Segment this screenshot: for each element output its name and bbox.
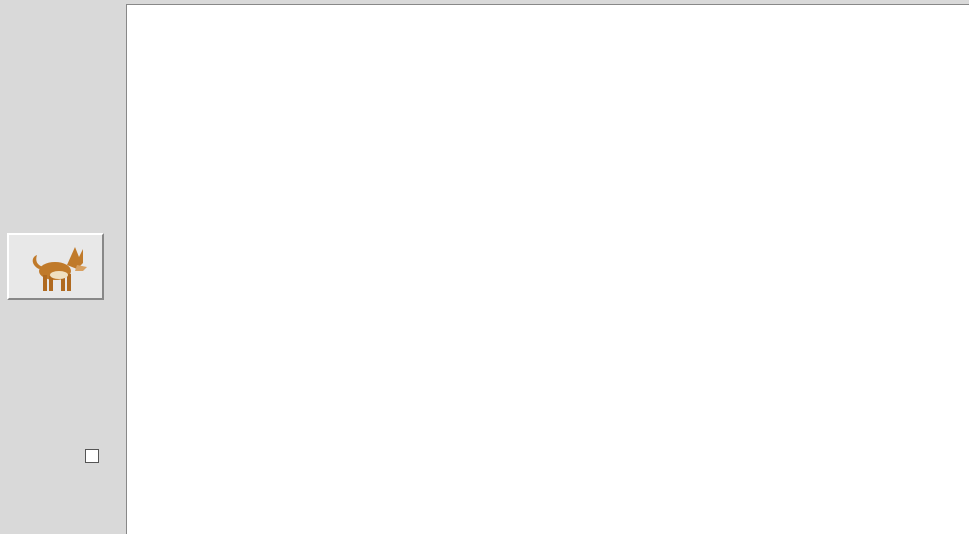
dog-icon: [9, 235, 102, 298]
pedigree-table: [126, 4, 969, 534]
sidebar: [0, 0, 124, 533]
return-first-dog-button[interactable]: [7, 233, 104, 300]
inbreeding-checkbox[interactable]: [85, 449, 99, 463]
